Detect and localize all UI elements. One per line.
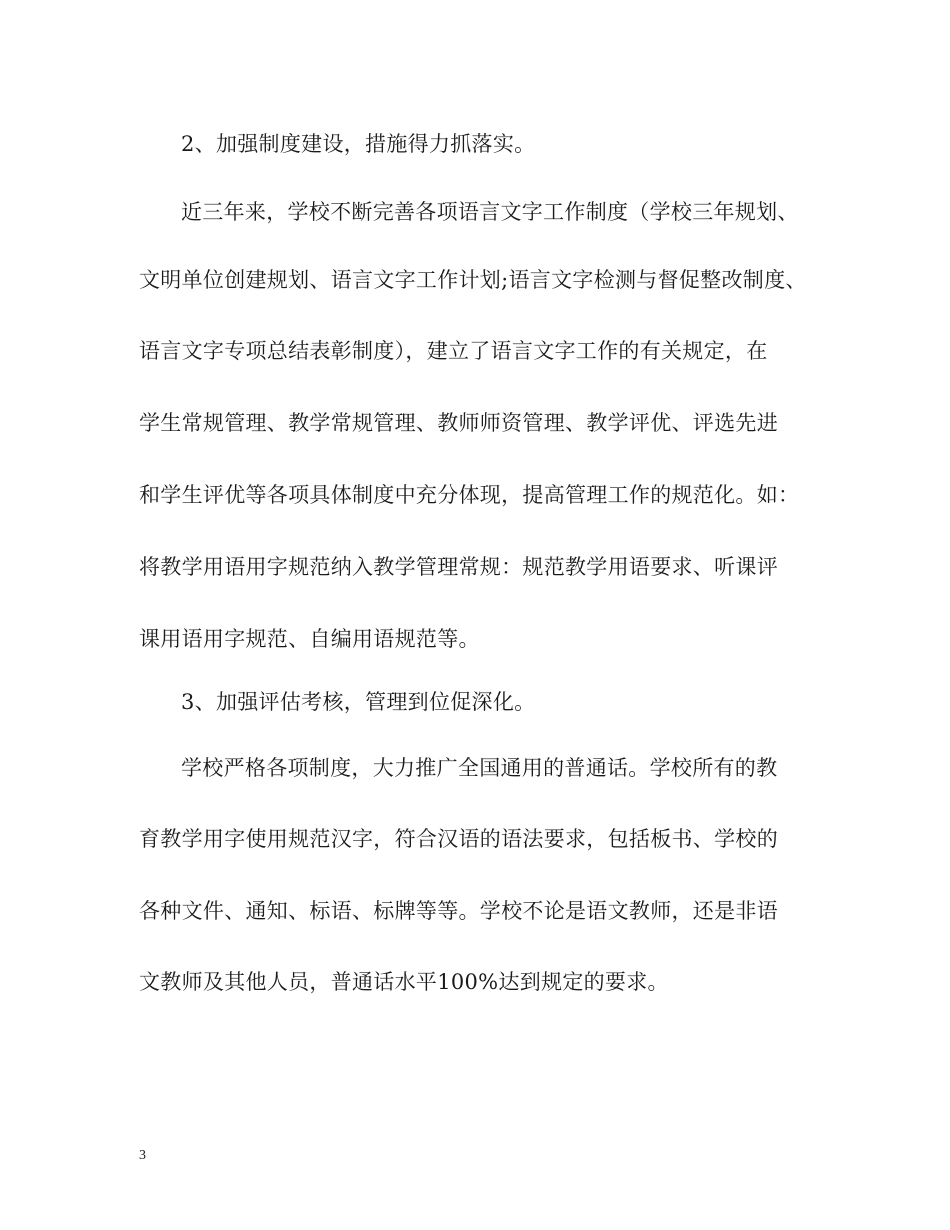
- paragraph-1-line-7: 课用语用字规范、自编用语规范等。: [139, 627, 480, 651]
- paragraph-1-line-6: 将教学用语用字规范纳入教学管理常规：规范教学用语要求、听课评: [139, 555, 778, 579]
- paragraph-2-line-3: 各种文件、通知、标语、标牌等等。学校不论是语文教师，还是非语: [139, 899, 778, 923]
- paragraph-1-line-5: 和学生评优等各项具体制度中充分体现，提高管理工作的规范化。如：: [139, 483, 800, 507]
- paragraph-2-line-2: 育教学用字使用规范汉字，符合汉语的语法要求，包括板书、学校的: [139, 827, 778, 851]
- page-number: 3: [139, 1148, 146, 1163]
- paragraph-1-line-1: 近三年来，学校不断完善各项语言文字工作制度（学校三年规划、: [181, 200, 799, 224]
- paragraph-1-line-4: 学生常规管理、教学常规管理、教师师资管理、教学评优、评选先进: [139, 411, 778, 435]
- paragraph-1-line-2: 文明单位创建规划、语言文字工作计划;语言文字检测与督促整改制度、: [139, 268, 807, 292]
- paragraph-2-line-4: 文教师及其他人员，普通话水平100%达到规定的要求。: [139, 970, 669, 994]
- paragraph-2-line-1: 学校严格各项制度，大力推广全国通用的普通话。学校所有的教: [181, 756, 778, 780]
- section-heading-3: 3、加强评估考核，管理到位促深化。: [181, 690, 536, 714]
- paragraph-1-line-3: 语言文字专项总结表彰制度），建立了语言文字工作的有关规定，在: [139, 339, 768, 363]
- section-heading-2: 2、加强制度建设，措施得力抓落实。: [181, 132, 536, 156]
